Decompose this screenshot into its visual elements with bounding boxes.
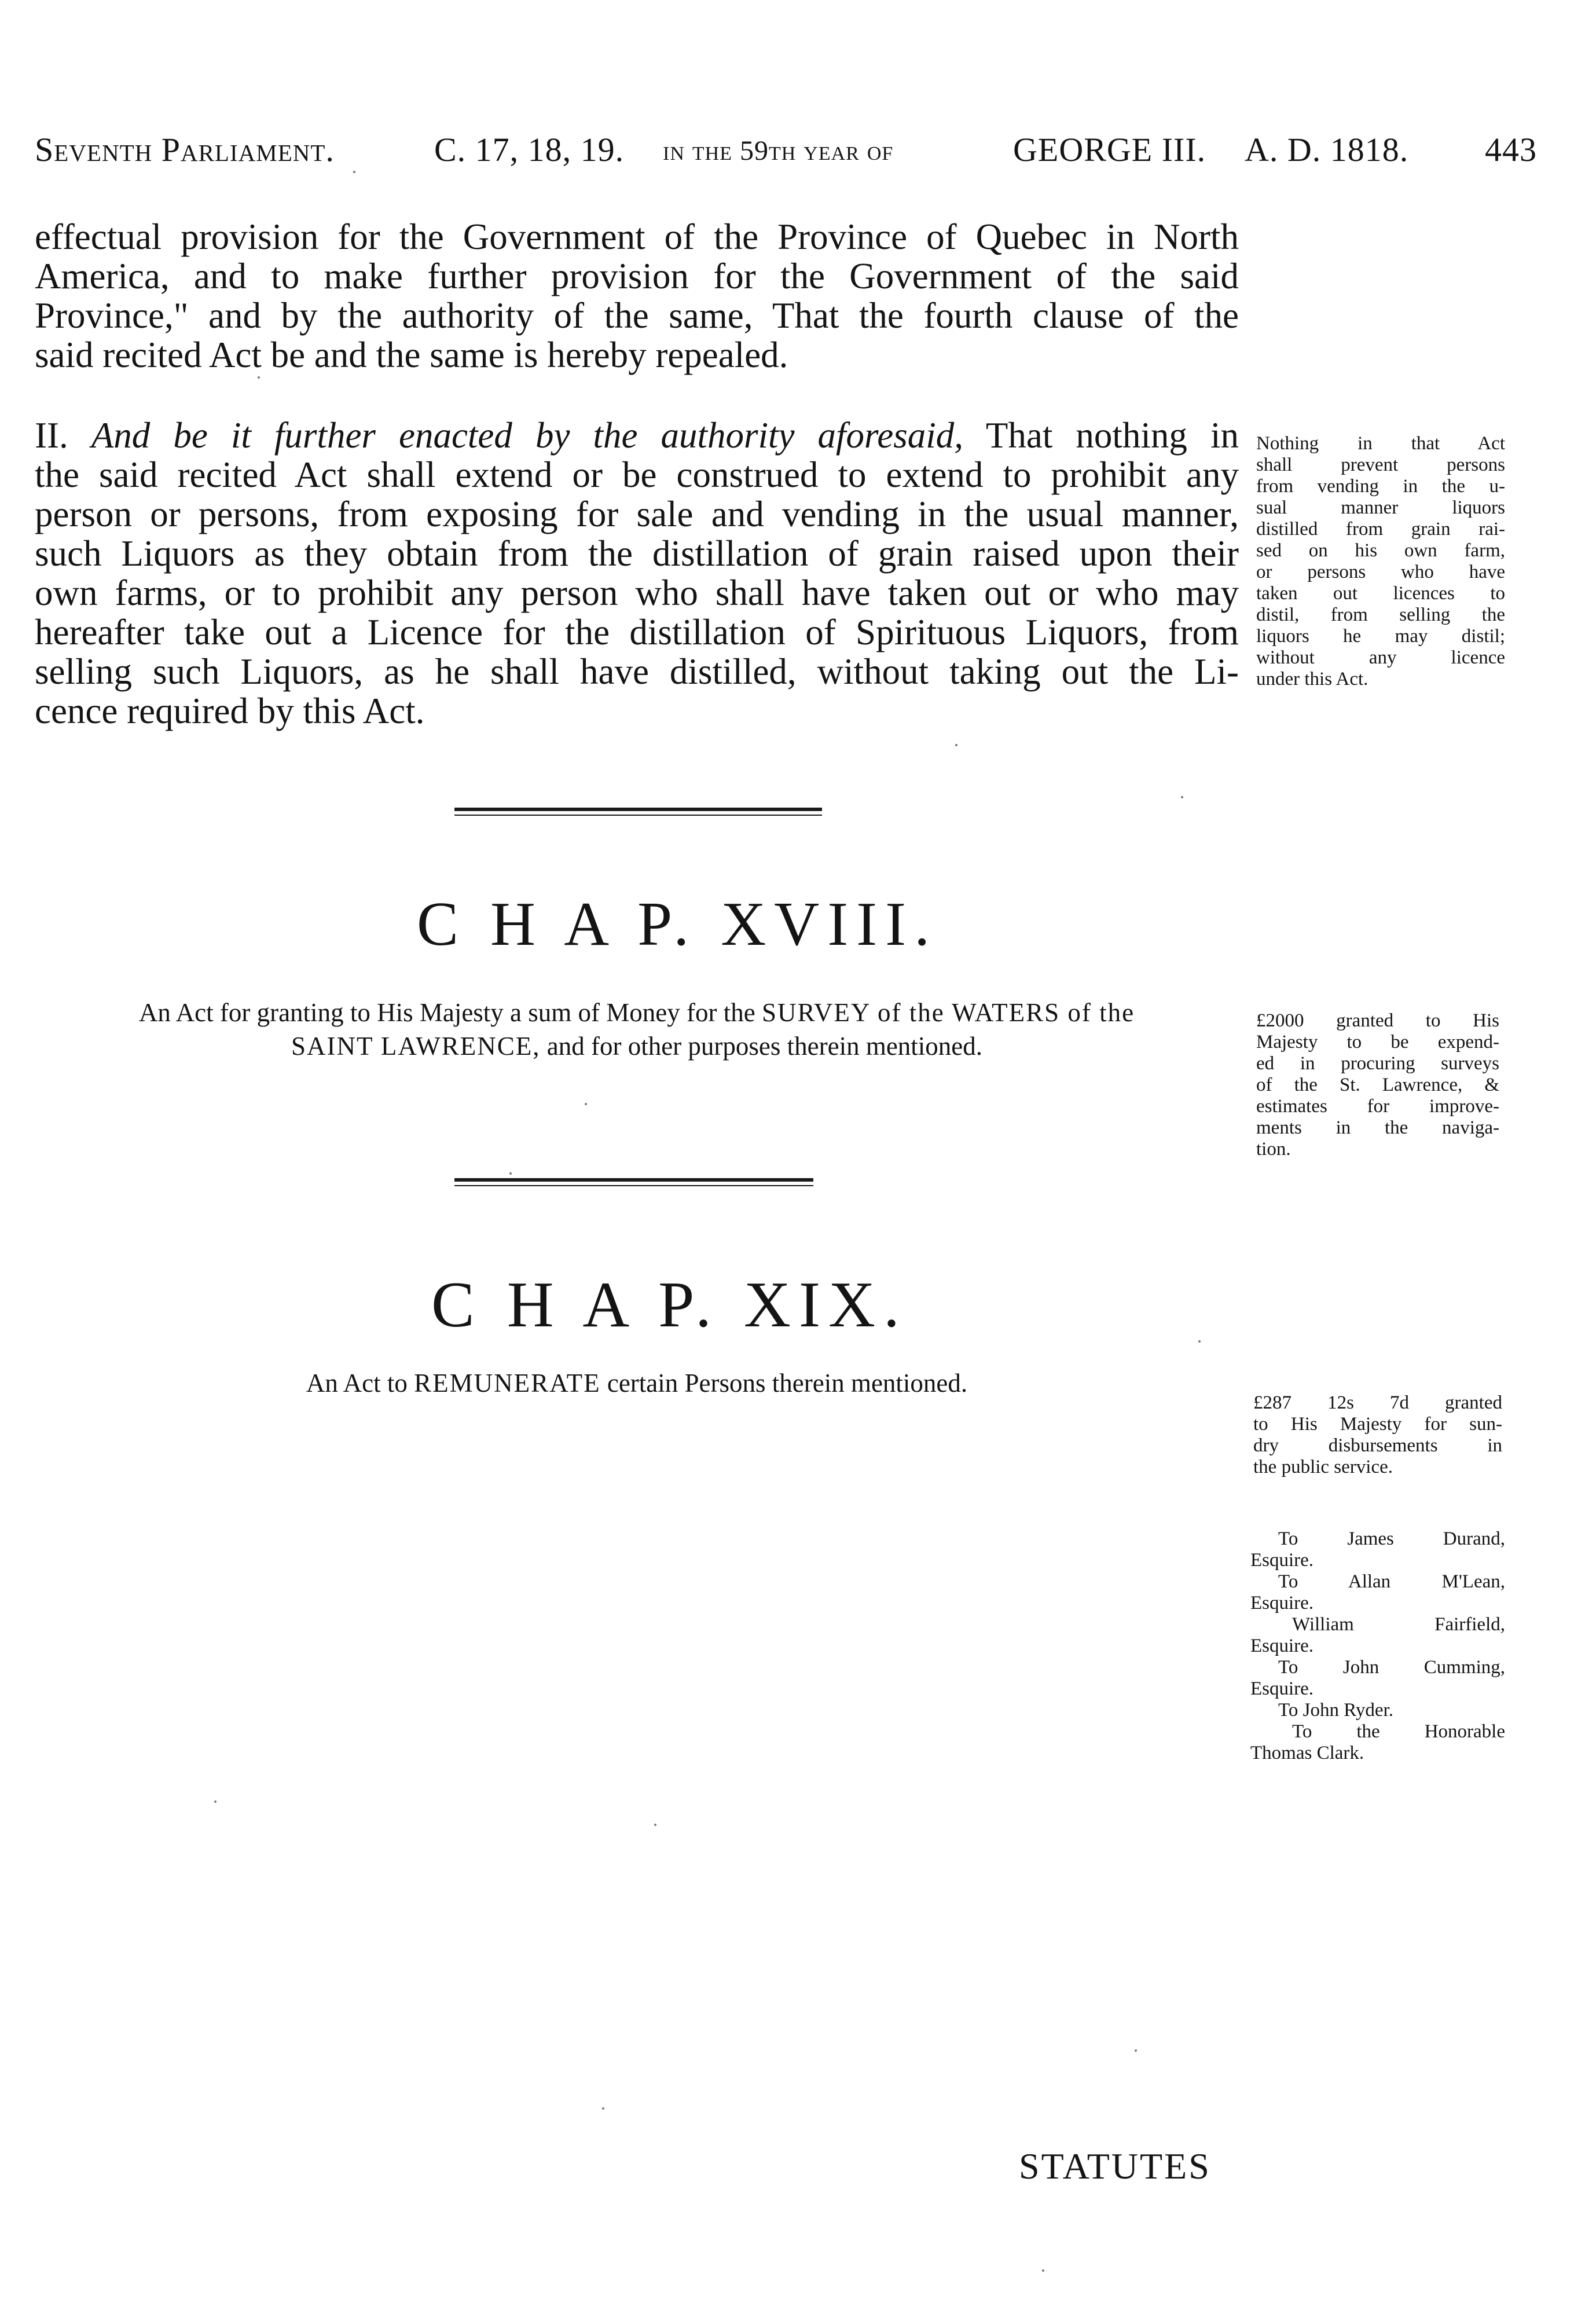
text-line: effectual provision for the Government of the Province of Quebec in North <box>35 217 1239 257</box>
note-line: sual manner liquors <box>1256 497 1505 518</box>
note-line: from vending in the u- <box>1256 476 1505 497</box>
recipient-line: Thomas Clark. <box>1250 1743 1364 1763</box>
double-rule <box>454 808 822 818</box>
chapter-heading-xviii: C H A P. XVIII. <box>417 890 938 959</box>
page-number: 443 <box>1485 131 1537 168</box>
note-line: under this Act. <box>1256 669 1368 690</box>
recipient-line: William Fairfield, <box>1292 1614 1505 1635</box>
act-title-caps: SAINT LAWRENCE, <box>291 1032 541 1061</box>
double-rule <box>454 1178 813 1189</box>
note-line: to His Majesty for sun- <box>1253 1414 1502 1435</box>
catchword: STATUTES <box>1019 2146 1211 2187</box>
text-line: hereafter take out a Licence for the distillation of Spirituous Liquors, from <box>35 612 1239 652</box>
note-line: without any licence <box>1256 647 1505 668</box>
note-line: £287 12s 7d granted <box>1253 1392 1502 1413</box>
act-title-line <box>35 1029 1239 1063</box>
header-sovereign: GEORGE III. <box>1013 131 1206 168</box>
recipient-line: To the Honorable <box>1292 1721 1505 1742</box>
note-line: Majesty to be expend- <box>1256 1032 1499 1053</box>
note-line: Nothing in that Act <box>1256 433 1505 454</box>
text-line: cence required by this Act. <box>35 691 425 731</box>
note-line: ments in the naviga- <box>1256 1117 1499 1138</box>
text-line: own farms, or to prohibit any person who shall have taken out or who may <box>35 573 1239 613</box>
act-title-line <box>35 996 1239 1029</box>
text-line: America, and to make further provision for the Government of the said <box>35 256 1239 296</box>
note-line: liquors he may distil; <box>1256 626 1505 647</box>
header-year: A. D. 1818. <box>1245 131 1409 168</box>
act-title-prefix: An Act to <box>306 1369 408 1398</box>
recipient-line: To James Durand, <box>1278 1528 1505 1549</box>
text-line: selling such Liquors, as he shall have distilled, without taking out the Li- <box>35 651 1239 692</box>
recipient-line: To John Ryder. <box>1278 1700 1393 1721</box>
header-parliament: Seventh Parliament. <box>35 131 335 168</box>
recipient-line: Esquire. <box>1250 1593 1314 1613</box>
note-line: ed in procuring surveys <box>1256 1053 1499 1074</box>
act-title-xviii <box>35 996 1239 1063</box>
text-line: said recited Act be and the same is hereby repealed. <box>35 335 788 375</box>
recipient-line: Esquire. <box>1250 1550 1314 1571</box>
text-line: person or persons, from exposing for sale and vending in the usual manner, <box>35 494 1239 534</box>
recipient-line: To Allan M'Lean, <box>1278 1571 1505 1592</box>
marginal-note-remuneration-grant <box>1253 1392 1502 1478</box>
recipient-line: Esquire. <box>1250 1635 1314 1656</box>
note-line: tion. <box>1256 1139 1291 1160</box>
note-line: estimates for improve- <box>1256 1096 1499 1117</box>
note-line: distilled from grain rai- <box>1256 519 1505 540</box>
header-regnal-year: in the 59th year of <box>663 135 894 166</box>
text-line: Province," and by the authority of the same, That the fourth clause of the <box>35 295 1239 336</box>
act-title-prefix: An Act for granting to His Majesty a sum of Money for the <box>138 998 755 1027</box>
note-line: sed on his own farm, <box>1256 540 1505 561</box>
note-line: or persons who have <box>1256 562 1505 582</box>
enacting-clause: And be it further enacted by the authority aforesaid, <box>91 415 963 456</box>
act-title-xix <box>35 1366 1239 1400</box>
note-line: £2000 granted to His <box>1256 1010 1499 1031</box>
marginal-note-recipients <box>1250 1528 1505 1764</box>
header-chapters: C. 17, 18, 19. <box>434 131 625 168</box>
running-header <box>35 130 1540 182</box>
marginal-note-survey-grant <box>1256 1010 1499 1160</box>
text-line: the said recited Act shall extend or be construed to extend to prohibit any <box>35 454 1239 495</box>
note-line: of the St. Lawrence, & <box>1256 1075 1499 1095</box>
chapter-heading-xix: C H A P. XIX. <box>431 1269 908 1341</box>
note-line: dry disbursements in <box>1253 1435 1502 1456</box>
paragraph-continuation <box>35 217 1239 375</box>
marginal-note-liquors <box>1256 433 1505 690</box>
section-number: II. <box>35 415 68 456</box>
act-title-rest: certain Persons therein mentioned. <box>607 1369 968 1398</box>
note-line: taken out licences to <box>1256 583 1505 604</box>
text-line: such Liquors as they obtain from the distillation of grain raised upon their <box>35 533 1239 574</box>
text-line <box>35 416 1239 455</box>
note-line: the public service. <box>1253 1457 1393 1477</box>
note-line: distil, from selling the <box>1256 604 1505 625</box>
recipient-line: To John Cumming, <box>1278 1657 1505 1678</box>
note-line: shall prevent persons <box>1256 454 1505 475</box>
act-title-subject: REMUNERATE <box>414 1369 601 1398</box>
first-line-rest: That nothing in <box>985 415 1239 456</box>
section-ii-paragraph <box>35 416 1239 731</box>
act-title-subject: SURVEY of the WATERS of the <box>761 998 1135 1027</box>
recipient-line: Esquire. <box>1250 1678 1314 1699</box>
act-title-rest: and for other purposes therein mentioned. <box>546 1032 983 1061</box>
